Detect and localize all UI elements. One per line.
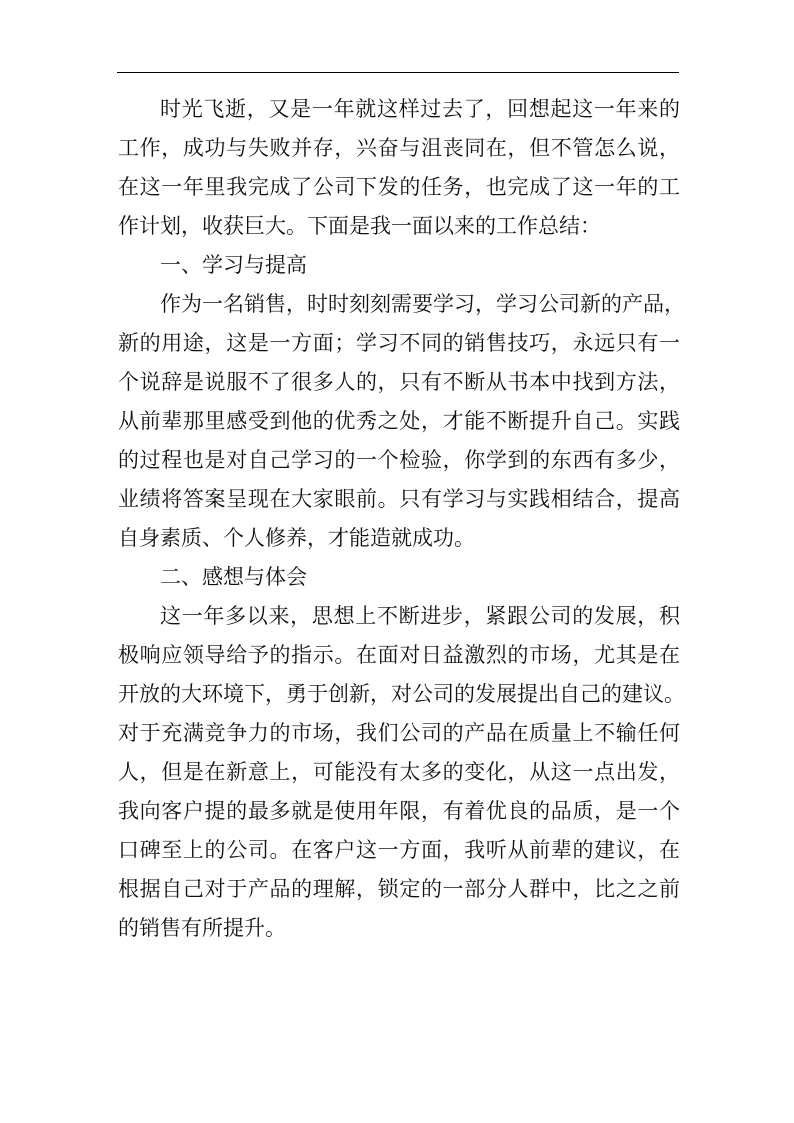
text-line: 口碑至上的公司。在客户这一方面，我听从前辈的建议，在 xyxy=(118,838,680,862)
text-line: 作计划，收获巨大。下面是我一面以来的工作总结： xyxy=(118,214,601,238)
text-line: 的过程也是对自己学习的一个检验，你学到的东西有多少， xyxy=(118,448,680,472)
text-line: 新的用途，这是一方面；学习不同的销售技巧，永远只有一 xyxy=(118,331,680,355)
document-body xyxy=(118,90,685,948)
text-line: 极响应领导给予的指示。在面对日益激烈的市场，尤其是在 xyxy=(118,643,680,667)
section-heading: 二、感想与体会 xyxy=(160,565,307,589)
header-rule xyxy=(117,72,679,73)
text-line: 在这一年里我完成了公司下发的任务，也完成了这一年的工 xyxy=(118,175,680,199)
section-heading: 一、学习与提高 xyxy=(160,253,307,277)
text-line: 我向客户提的最多就是使用年限，有着优良的品质，是一个 xyxy=(118,799,680,823)
text-line: 业绩将答案呈现在大家眼前。只有学习与实践相结合，提高 xyxy=(118,487,680,511)
text-line: 的销售有所提升。 xyxy=(118,916,286,940)
text-line: 这一年多以来，思想上不断进步，紧跟公司的发展，积 xyxy=(160,604,680,628)
text-line: 时光飞逝，又是一年就这样过去了，回想起这一年来的 xyxy=(160,97,680,121)
text-line: 开放的大环境下，勇于创新，对公司的发展提出自己的建议。 xyxy=(118,682,685,706)
text-line: 个说辞是说服不了很多人的，只有不断从书本中找到方法， xyxy=(118,370,680,394)
text-line: 作为一名销售，时时刻刻需要学习，学习公司新的产品， xyxy=(160,292,685,316)
text-line: 工作，成功与失败并存，兴奋与沮丧同在，但不管怎么说， xyxy=(118,136,680,160)
text-line: 根据自己对于产品的理解，锁定的一部分人群中，比之之前 xyxy=(118,877,680,901)
text-line: 从前辈那里感受到他的优秀之处，才能不断提升自己。实践 xyxy=(118,409,680,433)
text-line: 自身素质、个人修养，才能造就成功。 xyxy=(118,526,475,550)
text-line: 人，但是在新意上，可能没有太多的变化，从这一点出发， xyxy=(118,760,680,784)
text-line: 对于充满竞争力的市场，我们公司的产品在质量上不输任何 xyxy=(118,721,680,745)
